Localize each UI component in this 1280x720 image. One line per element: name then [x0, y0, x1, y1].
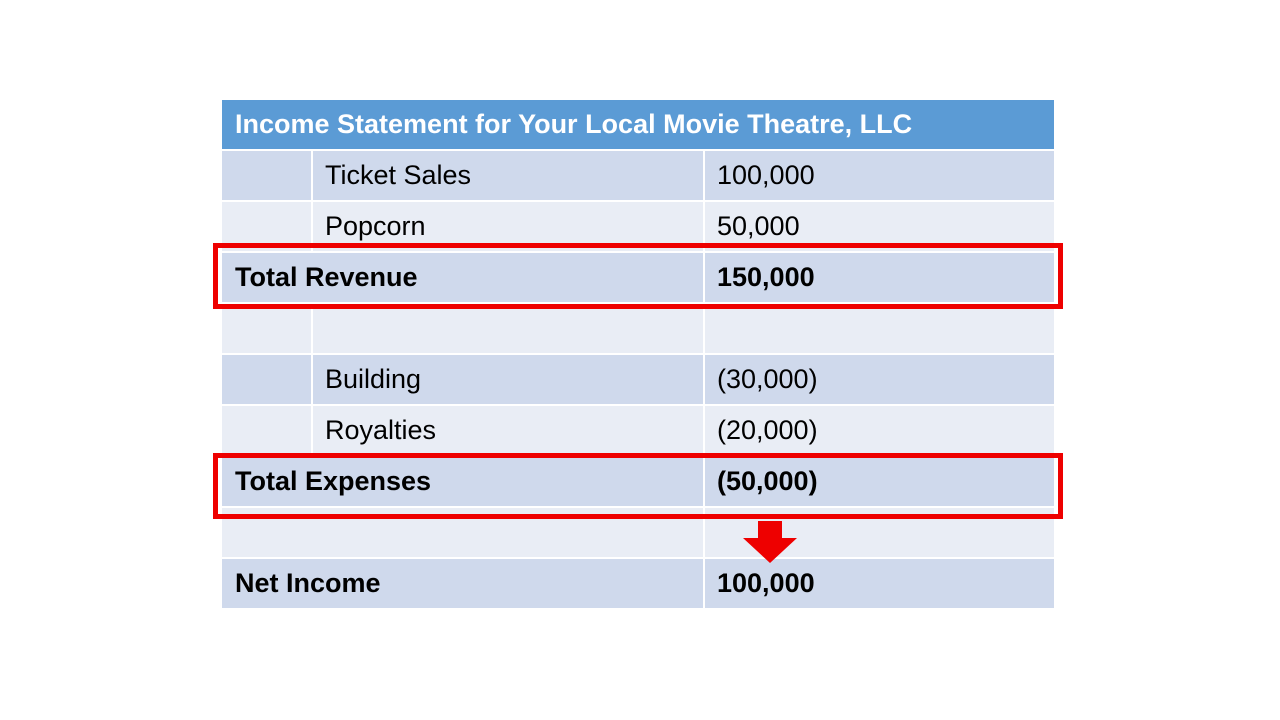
row-label: Net Income	[222, 559, 703, 608]
table-row-royalties	[222, 406, 1054, 455]
row-label: Total Expenses	[222, 457, 703, 506]
indent-cell	[222, 355, 311, 404]
row-value: 100,000	[705, 559, 1054, 608]
row-value: (30,000)	[705, 355, 1054, 404]
table-row-blank	[222, 304, 1054, 353]
row-label: Royalties	[313, 406, 703, 455]
row-label: Popcorn	[313, 202, 703, 251]
row-label: Building	[313, 355, 703, 404]
row-value: 50,000	[705, 202, 1054, 251]
down-arrow-icon	[743, 521, 797, 563]
table-row-ticket-sales	[222, 151, 1054, 200]
row-label: Total Revenue	[222, 253, 703, 302]
row-label	[313, 304, 703, 353]
table-row-building	[222, 355, 1054, 404]
total-expenses-highlight	[213, 453, 1063, 519]
indent-cell	[222, 406, 311, 455]
row-value: (50,000)	[705, 457, 1054, 506]
row-label: Ticket Sales	[313, 151, 703, 200]
total-revenue-highlight	[213, 243, 1063, 309]
indent-cell	[222, 151, 311, 200]
table-title: Income Statement for Your Local Movie Theatre, LLC	[222, 100, 1054, 149]
indent-cell	[222, 304, 311, 353]
table-row-net-income	[222, 559, 1054, 608]
row-value	[705, 304, 1054, 353]
row-value: 100,000	[705, 151, 1054, 200]
row-value: 150,000	[705, 253, 1054, 302]
row-value: (20,000)	[705, 406, 1054, 455]
